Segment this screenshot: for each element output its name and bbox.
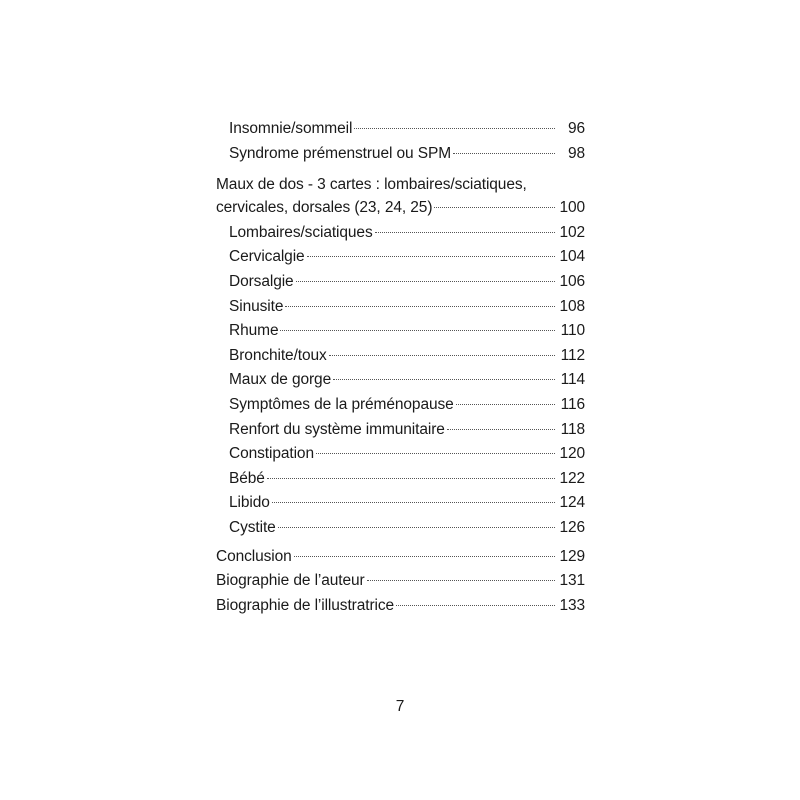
dot-leader — [285, 306, 555, 307]
toc-entry — [216, 545, 585, 570]
dot-leader — [278, 527, 555, 528]
dot-leader — [294, 556, 555, 557]
dot-leader — [354, 128, 555, 129]
dot-leader — [329, 355, 555, 356]
toc-entry-page: 126 — [559, 518, 585, 536]
toc-entry-label: Symptômes de la préménopause — [229, 395, 454, 413]
toc-entry — [216, 142, 585, 167]
dot-leader — [272, 502, 555, 503]
toc-entry-label: Sinusite — [229, 297, 284, 315]
toc-entry — [216, 319, 585, 344]
toc-entry — [216, 418, 585, 443]
dot-leader — [333, 379, 555, 380]
toc-entry-label: Constipation — [229, 445, 314, 463]
table-of-contents — [216, 117, 585, 618]
toc-entry-page: 120 — [559, 445, 585, 463]
toc-entry-label: Rhume — [229, 322, 279, 340]
toc-entry-label: Dorsalgie — [229, 272, 294, 290]
toc-entry — [216, 442, 585, 467]
toc-entry-page: 114 — [560, 371, 585, 389]
toc-entry-line1 — [216, 173, 585, 196]
toc-entry-page: 96 — [567, 120, 585, 137]
toc-entry — [216, 245, 585, 270]
toc-entry-page: 102 — [559, 223, 585, 241]
dot-leader — [375, 232, 555, 233]
toc-entry — [216, 393, 585, 418]
toc-entry-page: 108 — [559, 297, 585, 315]
dot-leader — [316, 453, 555, 454]
toc-entry-page: 110 — [560, 322, 585, 340]
dot-leader — [434, 207, 555, 208]
toc-entry — [216, 594, 585, 619]
toc-entry-label: Syndrome prémenstruel ou SPM — [229, 144, 452, 162]
toc-entry — [216, 117, 585, 142]
dot-leader — [456, 404, 555, 405]
dot-leader — [447, 429, 555, 430]
toc-entry-page: 98 — [567, 144, 585, 162]
dot-leader — [367, 580, 555, 581]
toc-entry — [216, 344, 585, 369]
toc-entry-label: Conclusion — [216, 547, 292, 565]
toc-entry-page: 129 — [559, 547, 585, 565]
toc-entry-label: cervicales, dorsales (23, 24, 25) — [216, 199, 433, 217]
toc-entry-label: Lombaires/sciatiques — [229, 223, 373, 241]
toc-entry-label: Biographie de l’auteur — [216, 572, 365, 590]
toc-entry-label: Insomnie/sommeil — [229, 120, 353, 137]
toc-entry — [216, 467, 585, 492]
toc-entry-label: Cervicalgie — [229, 248, 305, 266]
toc-entry-label: Cystite — [229, 518, 276, 536]
toc-entry-label: Maux de gorge — [229, 371, 332, 389]
toc-entry-page: 112 — [560, 346, 585, 364]
toc-entry — [216, 196, 585, 221]
toc-entry-label: Renfort du système immunitaire — [229, 420, 445, 438]
page-number: 7 — [395, 698, 405, 715]
toc-entry-page: 106 — [559, 272, 585, 290]
dot-leader — [396, 605, 555, 606]
dot-leader — [307, 256, 555, 257]
toc-entry — [216, 368, 585, 393]
dot-leader — [296, 281, 555, 282]
toc-entry — [216, 569, 585, 594]
dot-leader — [453, 153, 555, 154]
toc-entry-label: Bébé — [229, 469, 265, 487]
toc-entry — [216, 491, 585, 516]
dot-leader — [280, 330, 555, 331]
toc-entry-label: Bronchite/toux — [229, 346, 327, 364]
toc-entry — [216, 295, 585, 320]
toc-entry-page: 122 — [559, 469, 585, 487]
toc-entry-label: Libido — [229, 494, 270, 512]
toc-entry-page: 118 — [560, 420, 585, 438]
toc-entry — [216, 221, 585, 246]
toc-entry-label: Maux de dos - 3 cartes : lombaires/sciatiques, — [216, 176, 527, 194]
toc-entry-label: Biographie de l’illustratrice — [216, 596, 395, 614]
toc-entry-page: 133 — [559, 596, 585, 614]
toc-entry — [216, 516, 585, 541]
toc-entry-page: 116 — [560, 395, 585, 413]
toc-entry-page: 104 — [559, 248, 585, 266]
dot-leader — [267, 478, 555, 479]
toc-entry-page: 124 — [559, 494, 585, 512]
toc-entry-page: 100 — [559, 199, 585, 217]
toc-entry — [216, 270, 585, 295]
toc-entry-page: 131 — [559, 572, 585, 590]
